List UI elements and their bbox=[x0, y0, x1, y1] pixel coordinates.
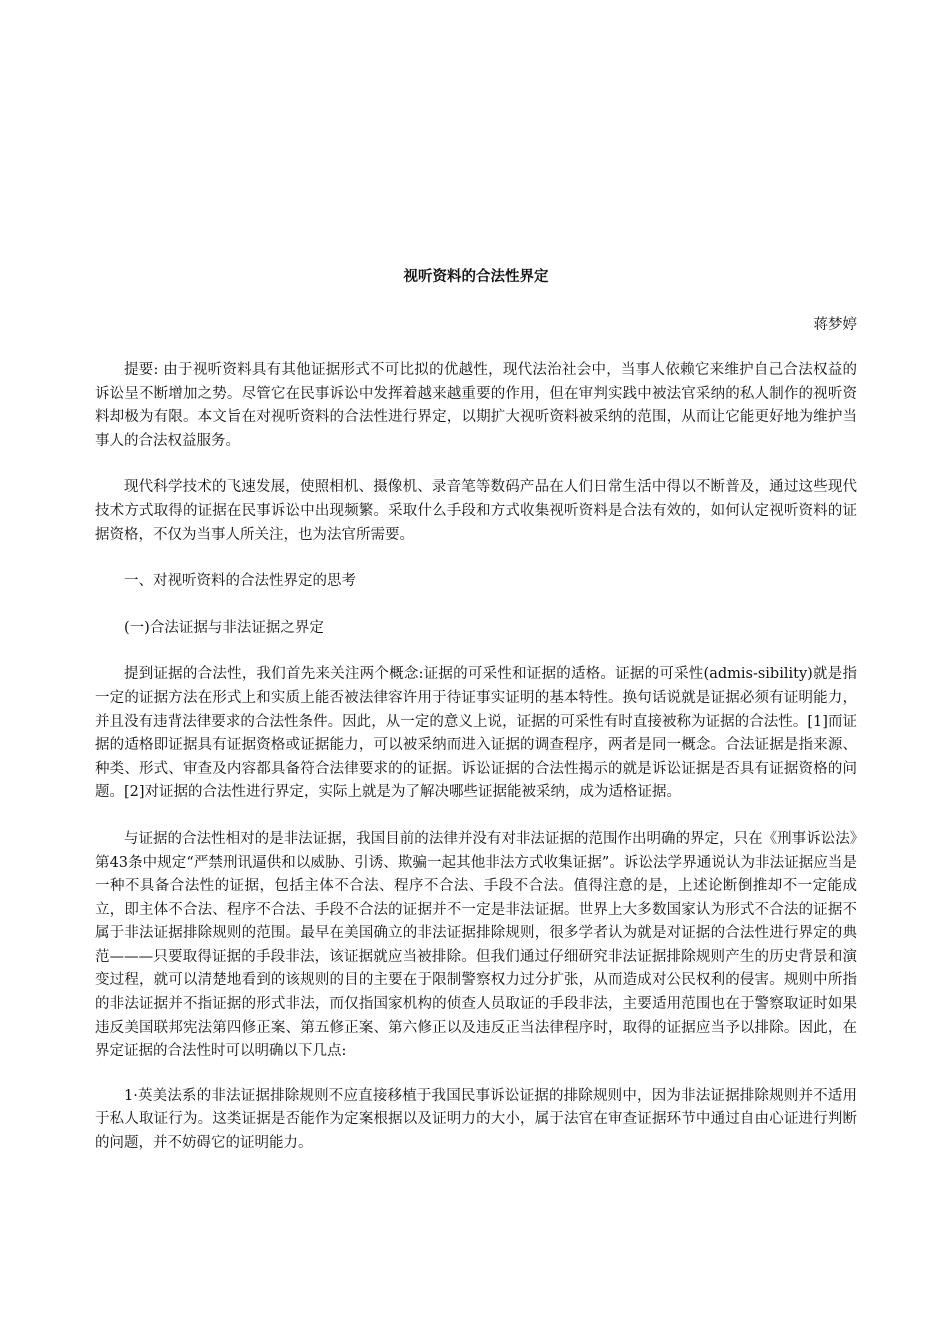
section-heading: 一、对视听资料的合法性界定的思考 bbox=[124, 573, 356, 590]
spacer bbox=[95, 453, 857, 476]
document-title: 视听资料的合法性界定 bbox=[403, 269, 549, 285]
list-item-paragraph: 1·英美法系的非法证据排除规则不应直接移植于我国民事诉讼证据的排除规则中，因为非法证据排除规则并不适用于私人取证行为。这类证据是否能作为定案根据以及证明力的大小，属于法官在审查证据环节中通过自由心证进行判断的问题，并不妨碍它的证明能力。 bbox=[95, 1087, 857, 1152]
spacer bbox=[95, 547, 857, 570]
spacer bbox=[95, 805, 857, 828]
spacer bbox=[95, 1064, 857, 1085]
body-paragraph: 与证据的合法性相对的是非法证据，我国目前的法律并没有对非法证据的范围作出明确的界定，只在《刑事诉讼法》第43条中规定“严禁刑讯逼供和以威胁、引诱、欺骗一起其他非法方式收集证据”。诉讼法学界通说认为非法证据应当是一种不具备合法性的证据，包括主体不合法、程序不合法、手段不合法。值得注意的是，上述论断倒推却不一定能成立，即主体不合法、程序不合法、手段不合法的证据并不一定是非法证据。世界上大多数国家认为形式不合法的证据不属于非法证据排除规则的范围。最早在美国确立的非法证据排除规则，很多学者认为就是对证据的合法性进行界定的典范———只要取得证据的手段非法，该证据就应当被排除。但我们通过仔细研究非法证据排除规则产生的历史背景和演变过程，就可以清楚地看到的该规则的目的主要在于限制警察权力过分扩张，从而造成对公民权利的侵害。规则中所指的非法证据并不指证据的形式非法，而仅指国家机构的侦查人员取证的手段非法，主要适用范围也在于警察取证时如果违反美国联邦宪法第四修正案、第五修正案、第六修正以及违反正当法律程序时，取得的证据应当予以排除。因此，在界定证据的合法性时可以明确以下几点: bbox=[95, 830, 857, 1060]
subsection-heading: (一)合法证据与非法证据之界定 bbox=[124, 619, 324, 636]
document-page bbox=[95, 266, 857, 1156]
abstract-paragraph: 提要: 由于视听资料具有其他证据形式不可比拟的优越性，现代法治社会中，当事人依赖它来维护自己合法权益的诉讼呈不断增加之势。尽管它在民事诉讼中发挥着越来越重要的作用，但在审判实践中被法官采纳的私人制作的视听资料却极为有限。本文旨在对视听资料的合法性进行界定，以期扩大视听资料被采纳的范围，从而让它能更好地为维护当事人的合法权益服务。 bbox=[95, 362, 857, 449]
body-paragraph: 提到证据的合法性，我们首先来关注两个概念:证据的可采性和证据的适格。证据的可采性(admis-sibility)就是指一定的证据方法在形式上和实质上能否被法律容许用于待证事实证明的基本特性。换句话说就是证据必须有证明能力，并且没有违背法律要求的合法性条件。因此，从一定的意义上说，证据的可采性有时直接被称为证据的合法性。[1]而证据的适格即证据具有证据资格或证据能力，可以被采纳而进入证据的调查程序，两者是同一概念。合法证据是指来源、种类、形式、审查及内容都具备符合法律要求的的证据。诉讼证据的合法性揭示的就是诉讼证据是否具有证据资格的问题。[2]对证据的合法性进行界定，实际上就是为了解决哪些证据能被采纳，成为适格证据。 bbox=[95, 666, 857, 801]
spacer bbox=[95, 336, 857, 359]
document-author: 蒋梦婷 bbox=[813, 317, 857, 333]
intro-paragraph: 现代科学技术的飞速发展，使照相机、摄像机、录音笔等数码产品在人们日常生活中得以不断普及，通过这些现代技术方式取得的证据在民事诉讼中出现频繁。采取什么手段和方式收集视听资料是合法有效的，如何认定视听资料的证据资格，不仅为当事人所关注，也为法官所需要。 bbox=[95, 479, 857, 543]
spacer bbox=[95, 594, 857, 617]
spacer bbox=[95, 640, 857, 663]
